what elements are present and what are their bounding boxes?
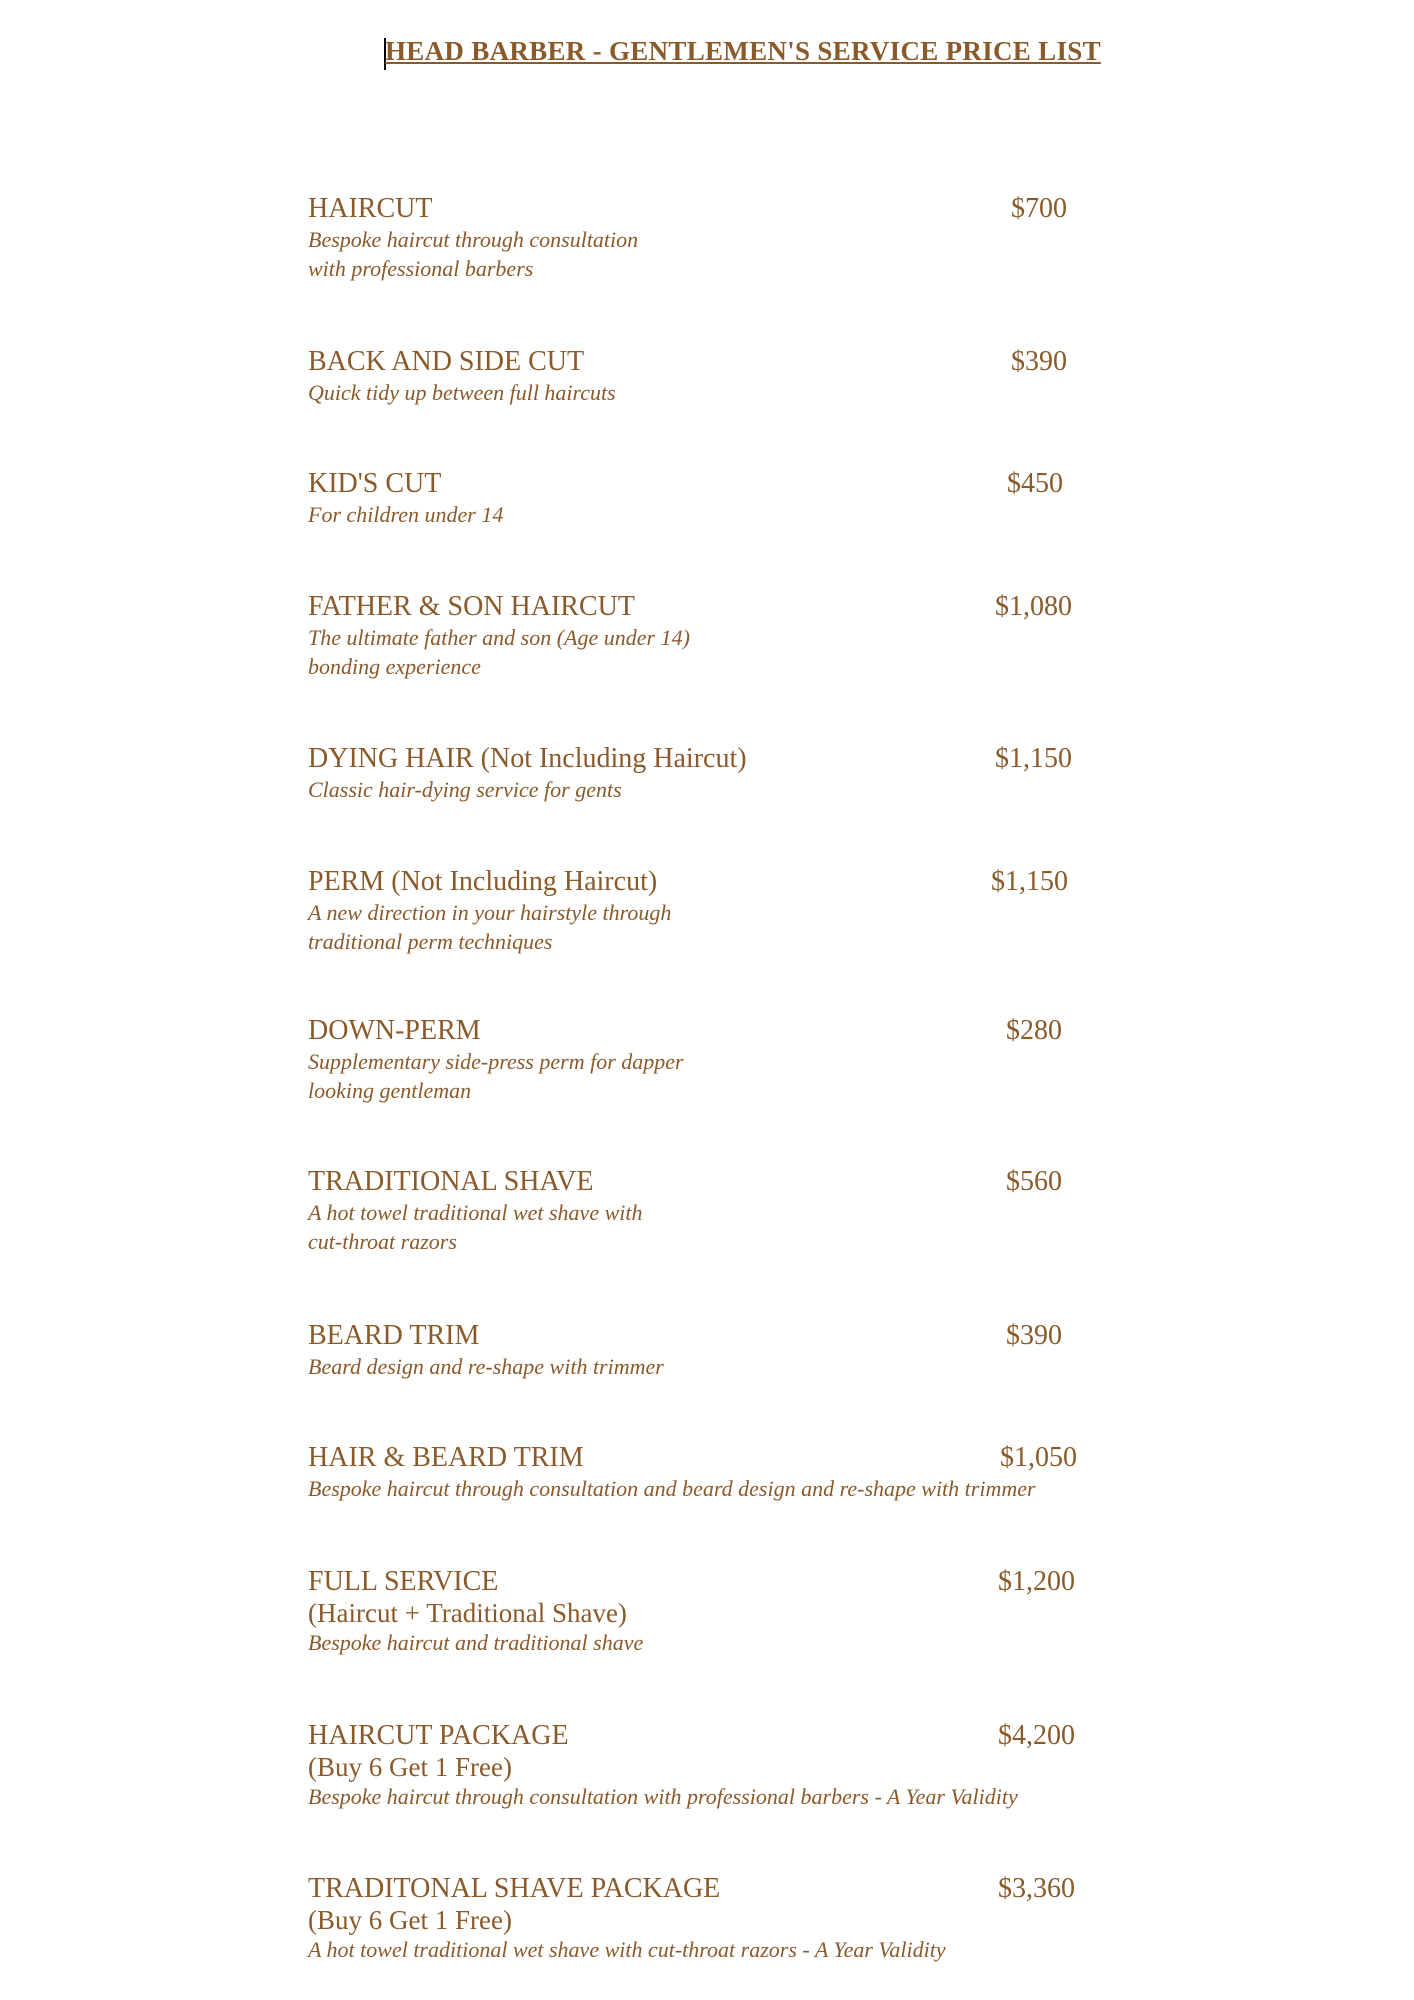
service-price: $1,150: [995, 743, 1072, 774]
service-item: [308, 1873, 1108, 1964]
service-description: For children under 14: [308, 502, 504, 527]
service-subtitle: (Buy 6 Get 1 Free): [308, 1905, 512, 1935]
service-price: $450: [1007, 468, 1063, 499]
page-title: HEAD BARBER - GENTLEMEN'S SERVICE PRICE LIST: [385, 36, 1101, 66]
service-description: A hot towel traditional wet shave with cut-throat razors - A Year Validity: [308, 1937, 946, 1962]
service-subtitle: (Buy 6 Get 1 Free): [308, 1752, 512, 1782]
service-name: BEARD TRIM: [308, 1320, 480, 1351]
service-description: Bespoke haircut through consultation with professional barbers - A Year Validity: [308, 1784, 1018, 1809]
service-name: BACK AND SIDE CUT: [308, 346, 585, 377]
service-item: [308, 1015, 1108, 1105]
service-price: $3,360: [998, 1873, 1075, 1904]
service-description: Quick tidy up between full haircuts: [308, 380, 616, 405]
service-price: $4,200: [998, 1720, 1075, 1751]
service-price: $700: [1011, 193, 1067, 224]
service-description: A new direction in your hairstyle through traditional perm techniques: [308, 900, 672, 954]
service-item: [308, 1166, 1108, 1256]
service-name: FATHER & SON HAIRCUT: [308, 591, 635, 622]
service-name: PERM (Not Including Haircut): [308, 866, 658, 897]
service-price: $1,080: [995, 591, 1072, 622]
service-name: KID'S CUT: [308, 468, 442, 499]
service-name: FULL SERVICE: [308, 1566, 499, 1597]
service-description: The ultimate father and son (Age under 14) bonding experience: [308, 625, 690, 679]
service-item: [308, 1720, 1108, 1811]
service-description: Bespoke haircut through consultation with professional barbers: [308, 227, 639, 281]
service-item: [308, 193, 1108, 283]
service-price: $1,150: [991, 866, 1068, 897]
service-subtitle: (Haircut + Traditional Shave): [308, 1598, 627, 1628]
service-item: [308, 468, 1108, 529]
service-description: Supplementary side-press perm for dapper looking gentleman: [308, 1049, 684, 1103]
service-price: $390: [1011, 346, 1067, 377]
service-name: TRADITIONAL SHAVE: [308, 1166, 594, 1197]
service-item: [308, 591, 1108, 681]
service-name: DYING HAIR (Not Including Haircut): [308, 743, 747, 774]
service-item: [308, 1442, 1108, 1503]
service-item: [308, 1566, 1108, 1657]
service-item: [308, 346, 1108, 407]
service-description: Bespoke haircut through consultation and beard design and re-shape with trimmer: [308, 1476, 1036, 1501]
service-item: [308, 866, 1108, 956]
service-item: [308, 1320, 1108, 1381]
service-price: $1,050: [1000, 1442, 1077, 1473]
service-price: $280: [1006, 1015, 1062, 1046]
service-item: [308, 743, 1108, 804]
service-name: HAIRCUT: [308, 193, 433, 224]
service-name: DOWN-PERM: [308, 1015, 481, 1046]
service-description: A hot towel traditional wet shave with cut-throat razors: [308, 1200, 643, 1254]
service-name: TRADITONAL SHAVE PACKAGE: [308, 1873, 721, 1904]
service-description: Beard design and re-shape with trimmer: [308, 1354, 664, 1379]
service-description: Bespoke haircut and traditional shave: [308, 1630, 644, 1655]
service-price: $560: [1006, 1166, 1062, 1197]
service-name: HAIRCUT PACKAGE: [308, 1720, 569, 1751]
service-price: $1,200: [998, 1566, 1075, 1597]
service-description: Classic hair-dying service for gents: [308, 777, 622, 802]
service-price: $390: [1006, 1320, 1062, 1351]
service-name: HAIR & BEARD TRIM: [308, 1442, 584, 1473]
